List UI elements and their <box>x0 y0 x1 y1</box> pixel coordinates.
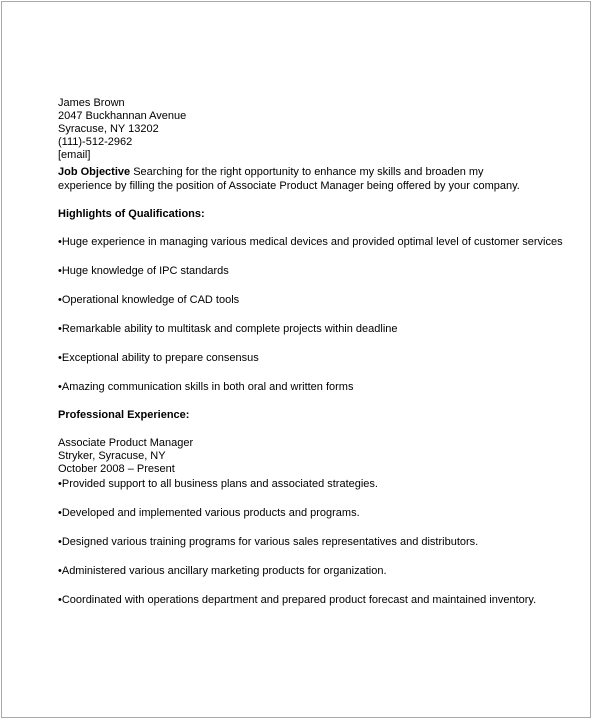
job-objective-text: Searching for the right opportunity to enhance my skills and broaden my experience by filling the position of Associate Product Manager being offered by your company. <box>58 166 520 192</box>
experience-item: •Coordinated with operations department and prepared product forecast and maintained inventory. <box>58 594 537 606</box>
contact-email: [email] <box>58 149 91 161</box>
highlight-item: •Exceptional ability to prepare consensus <box>58 352 259 364</box>
highlights-heading: Highlights of Qualifications: <box>58 208 205 220</box>
job-objective-label: Job Objective <box>58 166 131 178</box>
experience-item: •Administered various ancillary marketing products for organization. <box>58 565 387 577</box>
resume-content <box>58 97 563 607</box>
highlight-item: •Huge experience in managing various medical devices and provided optimal level of customer services <box>58 236 563 248</box>
highlight-item: •Huge knowledge of IPC standards <box>58 265 229 277</box>
experience-item: •Provided support to all business plans and associated strategies. <box>58 478 378 490</box>
contact-phone: (111)-512-2962 <box>58 136 133 148</box>
document-page <box>1 1 591 718</box>
experience-item: •Designed various training programs for various sales representatives and distributors. <box>58 536 479 548</box>
job-title: Associate Product Manager <box>58 437 194 449</box>
highlight-item: •Operational knowledge of CAD tools <box>58 294 240 306</box>
job-dates: October 2008 – Present <box>58 463 175 475</box>
contact-city: Syracuse, NY 13202 <box>58 123 159 135</box>
contact-street: 2047 Buckhannan Avenue <box>58 110 187 122</box>
job-objective <box>58 165 528 193</box>
contact-name: James Brown <box>58 97 125 109</box>
job-company: Stryker, Syracuse, NY <box>58 450 166 462</box>
highlight-item: •Amazing communication skills in both oral and written forms <box>58 381 354 393</box>
experience-item: •Developed and implemented various products and programs. <box>58 507 360 519</box>
experience-heading: Professional Experience: <box>58 409 190 421</box>
highlight-item: •Remarkable ability to multitask and complete projects within deadline <box>58 323 398 335</box>
